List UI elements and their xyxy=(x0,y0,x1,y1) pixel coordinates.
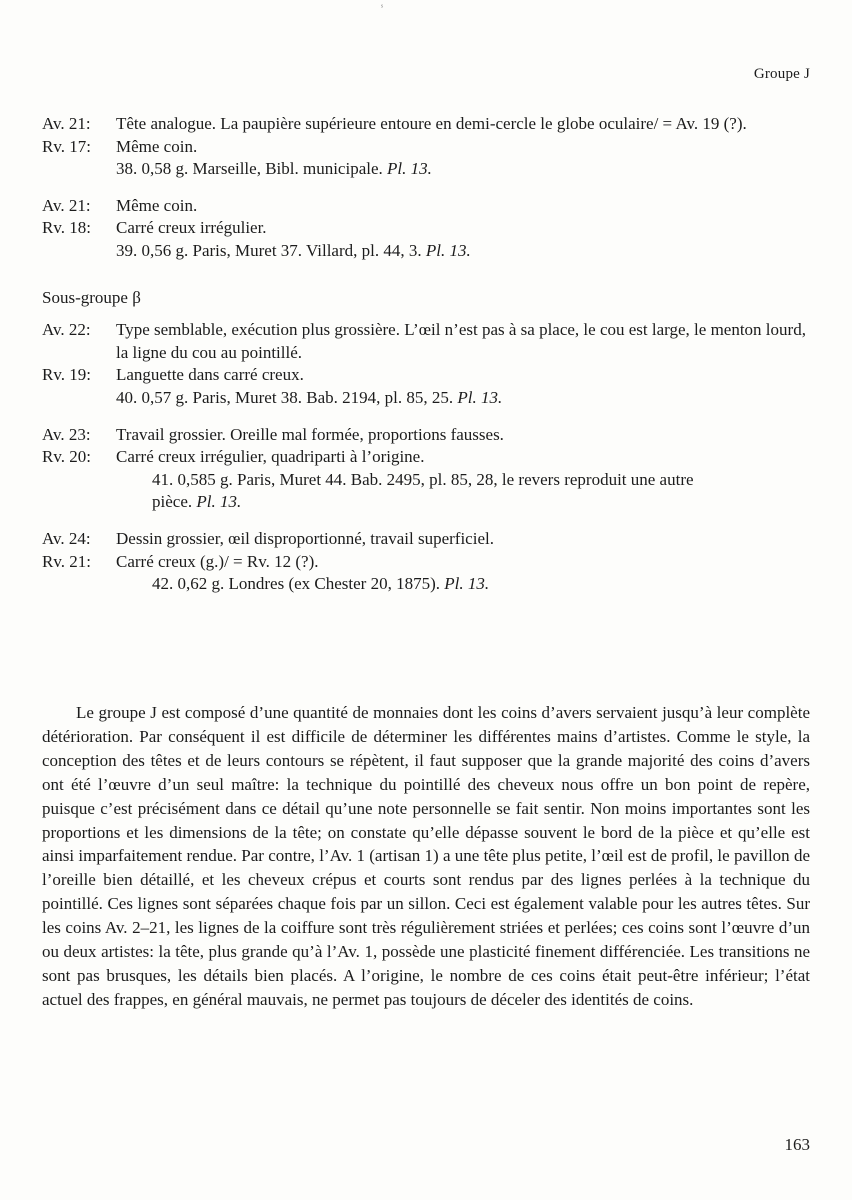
reverse-label: Rv. 20: xyxy=(42,447,91,467)
specimen-text-cont: pièce. xyxy=(152,492,193,512)
subgroup-heading: Sous-groupe β xyxy=(42,287,141,307)
obverse-description: Tête analogue. La paupière supérieure entoure en demi-cercle le globe oculaire/ = Av. 19 (?). xyxy=(116,114,747,133)
obverse-label: Av. 23: xyxy=(42,424,91,444)
plate-reference: Pl. 13. xyxy=(457,387,503,407)
specimen-line xyxy=(116,158,814,181)
catalog-entry-obverse xyxy=(42,195,814,218)
obverse-description: Même coin. xyxy=(116,195,198,215)
catalog-entry-obverse xyxy=(42,319,814,364)
reverse-description: Carré creux (g.)/ = Rv. 12 (?). xyxy=(116,551,319,571)
running-head: Groupe J xyxy=(753,66,810,82)
catalog-entry-reverse xyxy=(42,551,814,574)
obverse-description: Travail grossier. Oreille mal formée, proportions fausses. xyxy=(116,424,504,444)
obverse-description: Type semblable, exécution plus grossière. L’œil n’est pas à sa place, le cou est large, le menton lourd, la ligne du cou au pointillé. xyxy=(116,320,806,362)
plate-reference: Pl. 13. xyxy=(196,492,242,512)
catalog-entry-reverse xyxy=(42,364,814,387)
catalog-entry-reverse xyxy=(42,446,814,469)
reverse-label: Rv. 19: xyxy=(42,365,91,385)
specimen-text: 39. 0,56 g. Paris, Muret 37. Villard, pl. 44, 3. xyxy=(116,240,422,260)
reverse-label: Rv. 18: xyxy=(42,218,91,238)
specimen-text: 38. 0,58 g. Marseille, Bibl. municipale. xyxy=(116,159,383,179)
obverse-label: Av. 24: xyxy=(42,528,91,548)
specimen-line xyxy=(116,240,814,263)
plate-reference: Pl. 13. xyxy=(387,159,432,179)
obverse-description: Dessin grossier, œil disproportionné, travail superficiel. xyxy=(116,528,494,548)
specimen-text: 41. 0,585 g. Paris, Muret 44. Bab. 2495, pl. 85, 28, le revers reproduit une autre xyxy=(152,469,694,489)
reverse-label: Rv. 21: xyxy=(42,551,91,571)
specimen-text: 42. 0,62 g. Londres (ex Chester 20, 1875). xyxy=(152,574,441,594)
catalog-entry-obverse xyxy=(42,113,814,136)
page-number: 163 xyxy=(784,1135,810,1154)
plate-reference: Pl. 13. xyxy=(444,574,490,594)
specimen-text: 40. 0,57 g. Paris, Muret 38. Bab. 2194, pl. 85, 25. xyxy=(116,387,454,407)
catalog-entry-reverse xyxy=(42,217,814,240)
reverse-description: Carré creux irrégulier, quadriparti à l’origine. xyxy=(116,447,425,467)
body-paragraph: Le groupe J est composé d’une quantité de monnaies dont les coins d’avers servaient jusqu’à leur complète détérioration. Par conséquent il est difficile de déterminer les différentes mains d’artistes. Comme le style, la conception des têtes et de leurs contours se répètent, il faut supposer que la grande majorité des coins d’avers ont été l’œuvre d’un seul maître: la technique du pointillé des cheveux nous offre un bon point de repère, puisque c’est précisément dans ce détail qu’une note personnelle se fait sentir. Non moins importantes sont les proportions et les dimensions de la tête; on constate qu’elle dépasse souvent le bord de la pièce et qu’elle est ainsi imparfaitement rendue. Par contre, l’Av. 1 (artisan 1) a une tête plus petite, l’œil est de profil, le pavillon de l’oreille bien détaillé, et les cheveux crépus et courts sont rendus par des lignes perlées à la technique du pointillé. Ces lignes sont séparées chaque fois par un sillon. Ceci est également valable pour les autres têtes. Sur les coins Av. 2–21, les lignes de la coiffure sont très régulièrement striées et perlées; ces coins sont l’œuvre d’un ou deux artistes: la tête, plus grande qu’à l’Av. 1, possède une plasticité finement différenciée. Les transitions ne sont pas brusques, les détails bien placés. A l’origine, le nombre de ces coins était peut-être inférieur; l’état actuel des frappes, en général mauvais, ne permet pas toujours de déceler des identités de coins. xyxy=(42,703,810,1009)
obverse-label: Av. 21: xyxy=(42,114,91,133)
specimen-line xyxy=(116,387,814,410)
catalog-list xyxy=(42,113,814,596)
reverse-label: Rv. 17: xyxy=(42,136,91,156)
obverse-label: Av. 21: xyxy=(42,195,91,215)
catalog-entry-obverse xyxy=(42,424,814,447)
specimen-line xyxy=(152,573,814,596)
reverse-description: Même coin. xyxy=(116,136,198,156)
obverse-label: Av. 22: xyxy=(42,320,91,340)
specimen-line xyxy=(152,469,814,514)
plate-reference: Pl. 13. xyxy=(425,240,471,260)
catalog-entry-reverse xyxy=(42,136,814,159)
catalog-entry-obverse xyxy=(42,528,814,551)
print-mark: ˢ xyxy=(381,2,384,13)
specimen-continuation xyxy=(152,491,814,514)
reverse-description: Carré creux irrégulier. xyxy=(116,218,267,238)
reverse-description: Languette dans carré creux. xyxy=(116,365,304,385)
